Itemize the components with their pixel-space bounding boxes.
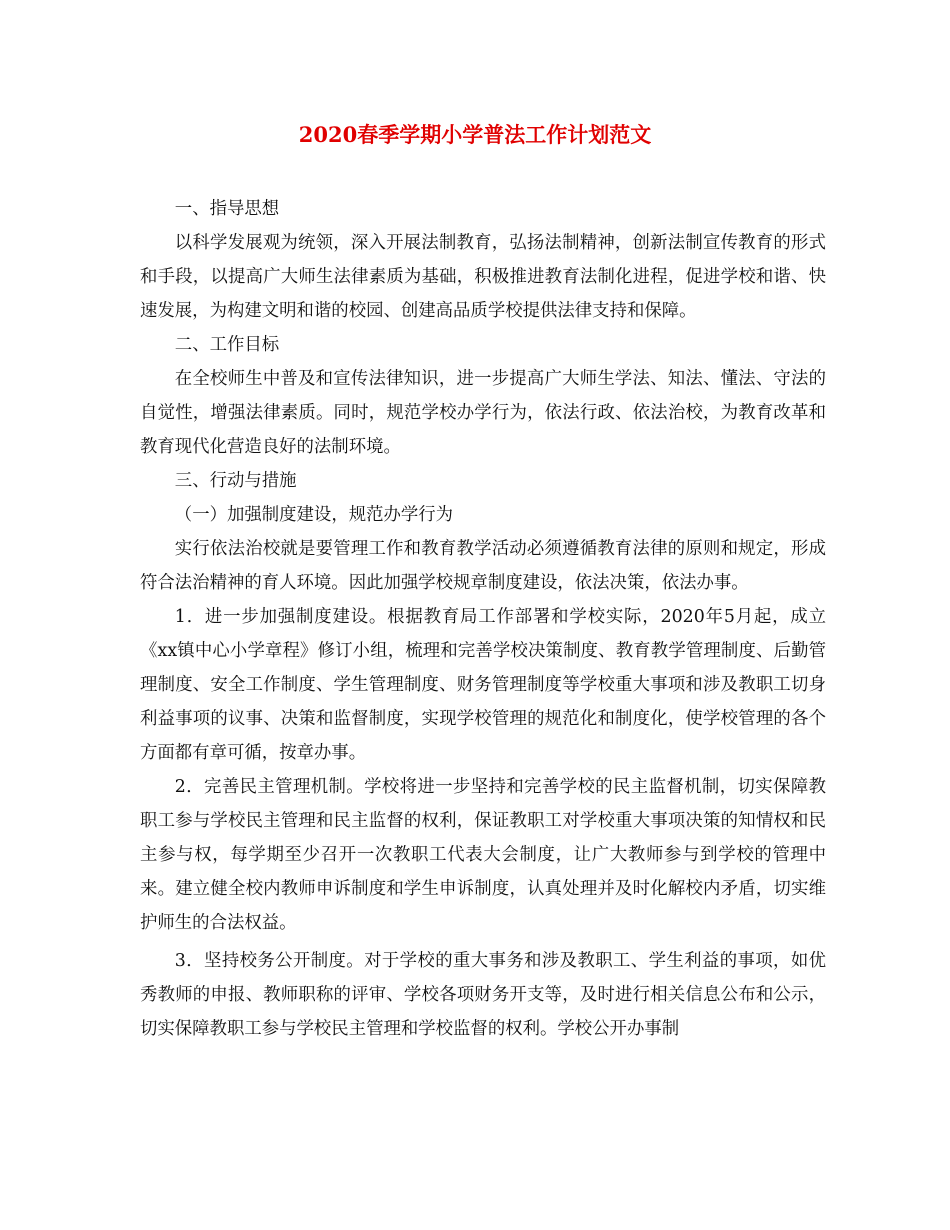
section-heading-1: 一、指导思想 bbox=[174, 199, 280, 219]
document-body bbox=[140, 192, 826, 1046]
subsection-heading-1: （一）加强制度建设，规范办学行为 bbox=[174, 505, 454, 525]
paragraph-guiding-ideology: 以科学发展观为统领，深入开展法制教育，弘扬法制精神，创新法制宣传教育的形式和手段，以提高广大师生法律素质为基础，积极推进教育法制化进程，促进学校和谐、快速发展，为构建文明和谐的校园、创建高品质学校提供法律支持和保障。 bbox=[140, 233, 826, 321]
paragraph-item-1: 1．进一步加强制度建设。根据教育局工作部署和学校实际，2020年5月起，成立《xx镇中心小学章程》修订小组，梳理和完善学校决策制度、教育教学管理制度、后勤管理制度、安全工作制度、学生管理制度、财务管理制度等学校重大事项和涉及教职工切身利益事项的议事、决策和监督制度，实现学校管理的规范化和制度化，使学校管理的各个方面都有章可循，按章办事。 bbox=[140, 607, 826, 763]
paragraph-work-goals: 在全校师生中普及和宣传法律知识，进一步提高广大师生学法、知法、懂法、守法的自觉性，增强法律素质。同时，规范学校办学行为，依法行政、依法治校，为教育改革和教育现代化营造良好的法制环境。 bbox=[140, 369, 826, 457]
paragraph-rule-of-law: 实行依法治校就是要管理工作和教育教学活动必须遵循教育法律的原则和规定，形成符合法治精神的育人环境。因此加强学校规章制度建设，依法决策，依法办事。 bbox=[140, 539, 826, 593]
section-heading-3: 三、行动与措施 bbox=[174, 471, 297, 491]
section-heading-2: 二、工作目标 bbox=[174, 335, 280, 355]
document-title: 2020春季学期小学普法工作计划范文 bbox=[298, 122, 652, 147]
paragraph-item-2: 2．完善民主管理机制。学校将进一步坚持和完善学校的民主监督机制，切实保障教职工参与学校民主管理和民主监督的权利，保证教职工对学校重大事项决策的知情权和民主参与权，每学期至少召开一次教职工代表大会制度，让广大教师参与到学校的管理中来。建立健全校内教师申诉制度和学生申诉制度，认真处理并及时化解校内矛盾，切实维护师生的合法权益。 bbox=[140, 777, 826, 933]
paragraph-item-3: 3．坚持校务公开制度。对于学校的重大事务和涉及教职工、学生利益的事项，如优秀教师的申报、教师职称的评审、学校各项财务开支等，及时进行相关信息公布和公示，切实保障教职工参与学校民主管理和学校监督的权利。学校公开办事制 bbox=[140, 951, 826, 1039]
